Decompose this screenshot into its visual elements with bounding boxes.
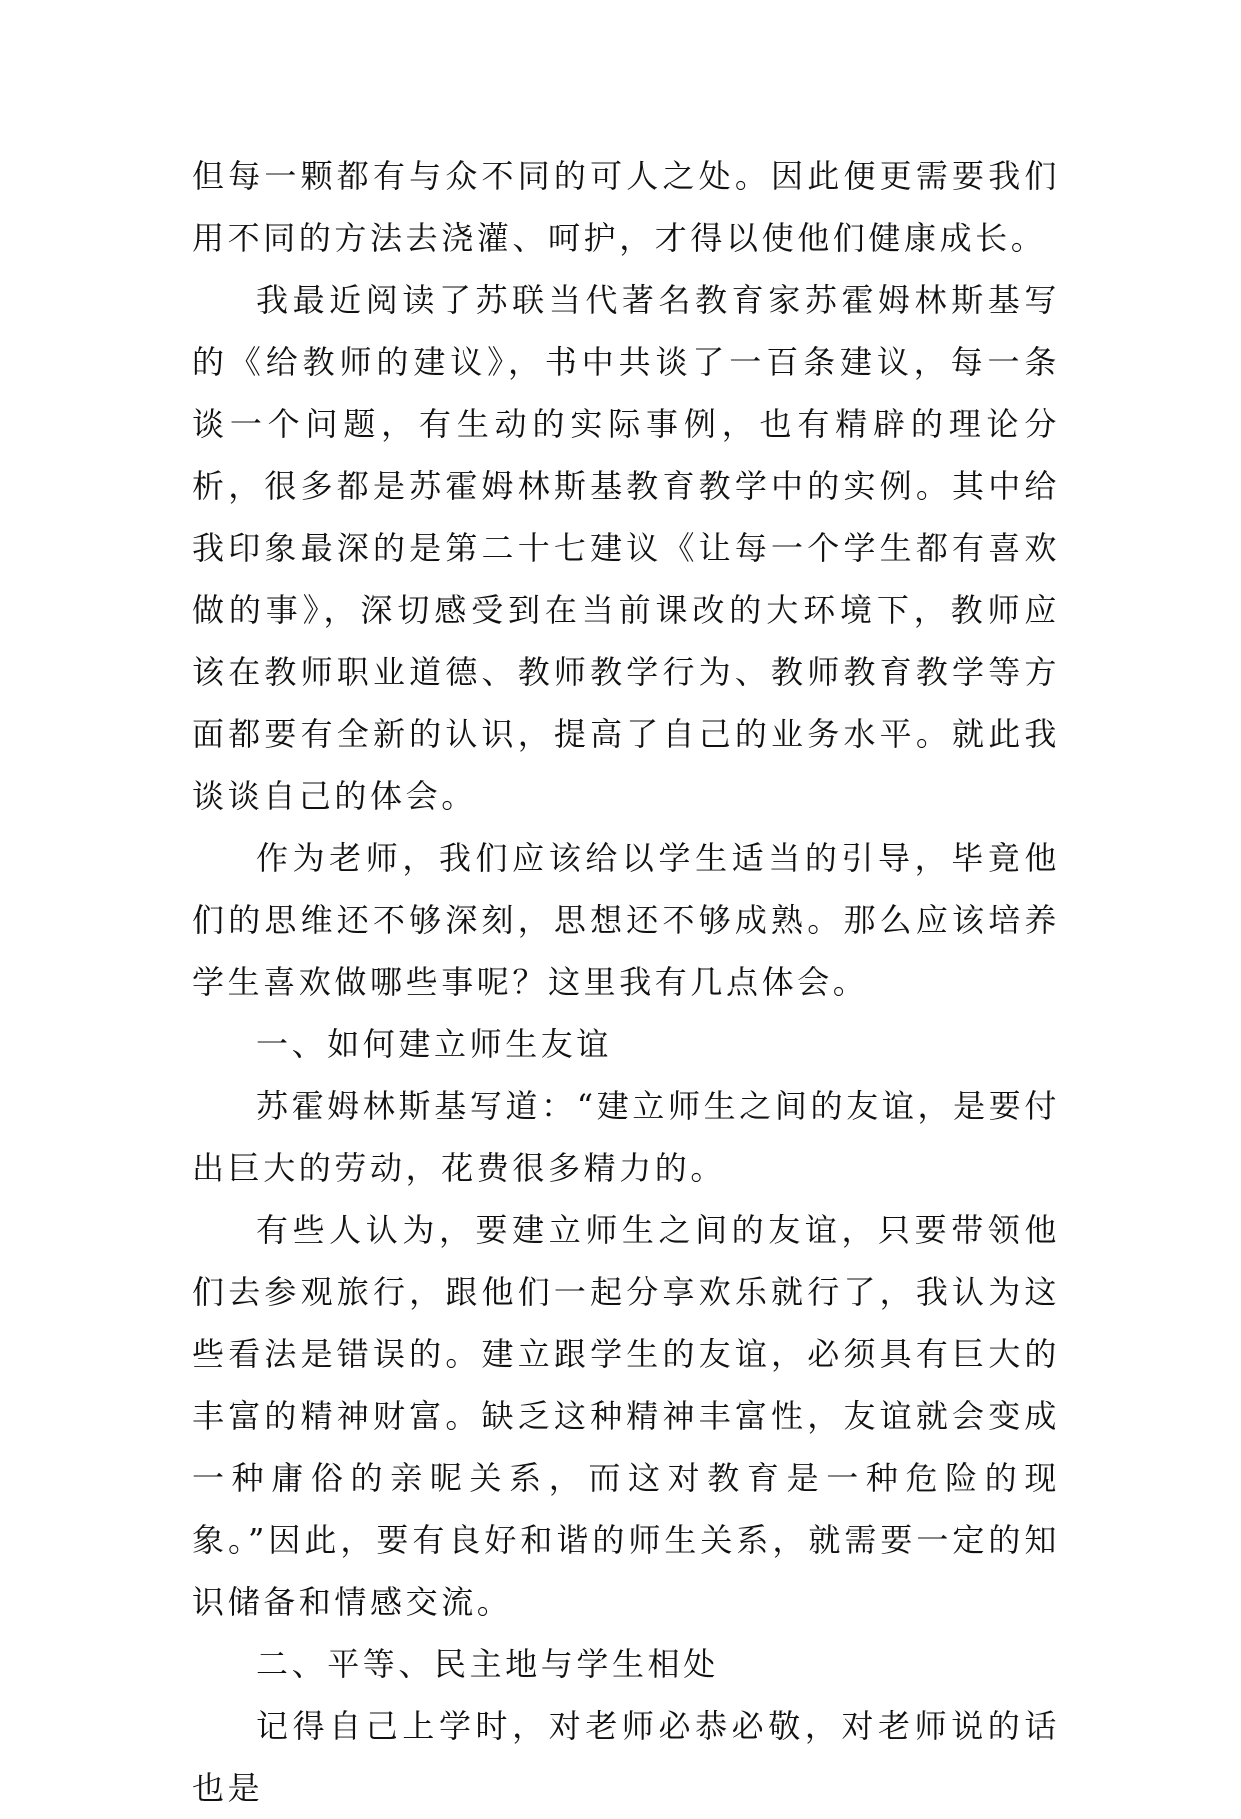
paragraph-intro-continuation: 但每一颗都有与众不同的可人之处。因此便更需要我们用不同的方法去浇灌、呵护，才得以使他们健康成长。 [192,157,1060,257]
section-heading-equality: 二、平等、民主地与学生相处 [256,1645,719,1683]
paragraph-teacher-guidance: 作为老师，我们应该给以学生适当的引导，毕竟他们的思维还不够深刻，思想还不够成熟。那么应该培养学生喜欢做哪些事呢？这里我有几点体会。 [192,839,1060,1001]
document-page [192,145,1060,1819]
paragraph-friendship-views: 有些人认为，要建立师生之间的友谊，只要带领他们去参观旅行，跟他们一起分享欢乐就行了，我认为这些看法是错误的。建立跟学生的友谊，必须具有巨大的丰富的精神财富。缺乏这种精神丰富性，友谊就会变成一种庸俗的亲昵关系，而这对教育是一种危险的现象。”因此，要有良好和谐的师生关系，就需要一定的知识储备和情感交流。 [192,1211,1060,1621]
paragraph-school-memory: 记得自己上学时，对老师必恭必敬，对老师说的话也是 [192,1707,1060,1807]
section-heading-friendship: 一、如何建立师生友谊 [256,1025,613,1063]
paragraph-quote-start: 苏霍姆林斯基写道：“建立师生之间的友谊，是要付出巨大的劳动，花费很多精力的。 [192,1087,1060,1187]
paragraph-book-reading: 我最近阅读了苏联当代著名教育家苏霍姆林斯基写的《给教师的建议》，书中共谈了一百条建议，每一条谈一个问题，有生动的实际事例，也有精辟的理论分析，很多都是苏霍姆林斯基教育教学中的实例。其中给我印象最深的是第二十七建议《让每一个学生都有喜欢做的事》，深切感受到在当前课改的大环境下，教师应该在教师职业道德、教师教学行为、教师教育教学等方面都要有全新的认识，提高了自己的业务水平。就此我谈谈自己的体会。 [192,281,1060,815]
